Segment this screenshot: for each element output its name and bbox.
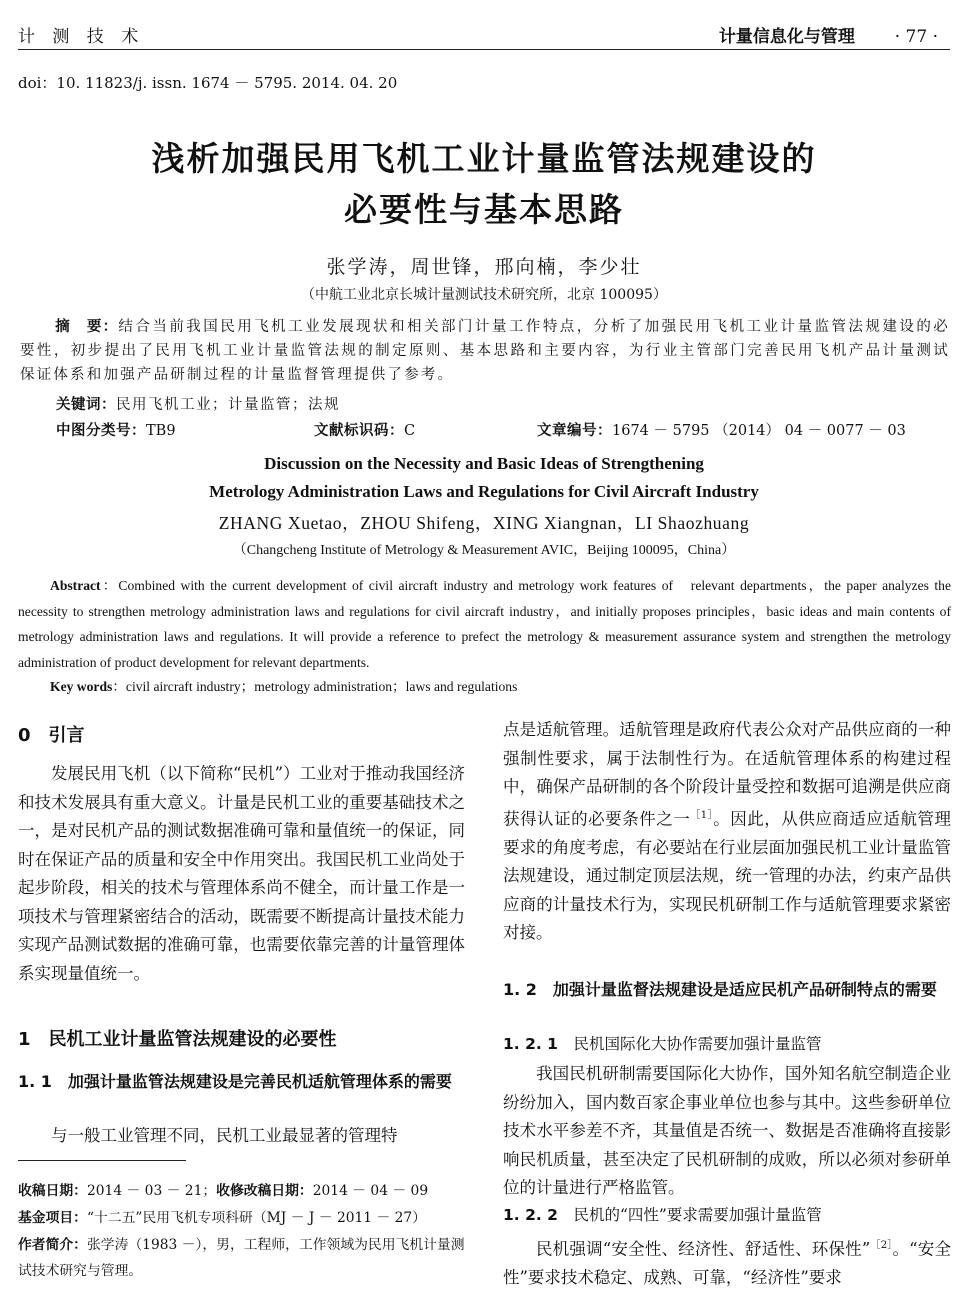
title-line-1: 浅析加强民用飞机工业计量监管法规建设的 [151,139,817,178]
doc-code: 文献标识码：C [314,423,416,439]
footnote-bio: 作者简介：张学涛（1983 －），男，工程师，工作领域为民用飞机计量测试技术研究与管理。 [18,1237,465,1279]
keywords-label: 关键词： [56,397,116,413]
journal-name: 计量信息化与管理 [718,27,855,47]
s122-paragraph: 民机强调“安全性、经济性、舒适性、环保性”$^{[2]}$。“安全性”要求技术稳定、成熟、可靠，“经济性”要求 [503,1239,951,1287]
keywords-text: 民用飞机工业；计量监管；法规 [116,397,340,413]
footnote-dates: 收稿日期：2014 － 03 － 21；收修改稿日期：2014 － 04 － 09 [18,1183,429,1199]
citation-1: ［1］ [690,809,714,821]
right-s121 [503,1060,951,1203]
journal-section: 计 测 技 术 [18,27,145,47]
section-0-heading: 0 引言 [18,725,85,746]
right-s122 [503,1232,951,1293]
affiliation: （中航工业北京长城计量测试技术研究所，北京 100095） [301,287,667,303]
footnote-rule [18,1160,186,1161]
intro-paragraph: 发展民用飞机（以下简称“民机”）工业对于推动我国经济和技术发展具有重大意义。计量是民机工业的重要基础技术之一，是对民机产品的测试数据准确可靠和量值统一的保证，同时在保证产品的质量和安全中作用突出。我国民机工业尚处于起步阶段，相关的技术与管理体系尚不健全，而计量工作是一项技术与管理紧密结合的活动，既需要不断提高计量技术能力实现产品测试数据的准确可靠，也需要依靠完善的计量管理体系实现量值统一。 [18,764,465,983]
english-abstract: Abstract：Combined with the current development of civil aircraft industry and metrology work features of relevant departments，the paper analyzes the necessity to strengthen metrology administration laws and regulations for civil aircraft industry，and initially proposes principles，basic ideas and main contents of metrology administration laws and regulations. It will provide a reference to prefect the metrology & measurement assurance system and strengthen the metrology administration of product development for relevant departments. [18,578,951,670]
doi: doi：10. 11823/j. issn. 1674 － 5795. 2014. 04. 20 [18,74,398,92]
s11-paragraph: 与一般工业管理不同，民机工业最显著的管理特 [51,1126,398,1145]
header-rule [18,49,950,50]
english-title-2: Metrology Administration Laws and Regulations for Civil Aircraft Industry [209,482,759,501]
english-keywords: Key words：civil aircraft industry；metrology administration；laws and regulations [50,679,518,694]
footnote-fund: 基金项目：“十二五”民用飞机专项科研（MJ － J － 2011 － 27） [18,1210,427,1226]
s121-paragraph: 我国民机研制需要国际化大协作，国外知名航空制造企业纷纷加入，国内数百家企事业单位也参与其中。这些参研单位技术水平参差不齐，其量值是否统一、数据是否准确将直接影响民机质量，甚至决定了民机研制的成败，所以必须对参研单位的计量进行严格监管。 [503,1064,951,1197]
article-number: 文章编号：1674 － 5795 （2014） 04 － 0077 － 03 [537,423,906,439]
english-affiliation: （Changcheng Institute of Metrology & Measurement AVIC，Beijing 100095，China） [232,543,736,558]
section-1-2-2-heading: 1. 2. 2 民机的“四性”要求需要加强计量监管 [503,1206,822,1224]
section-1-1-heading: 1. 1 加强计量监管法规建设是完善民机适航管理体系的需要 [18,1072,452,1091]
page-number: · 77 · [894,27,938,47]
section-1-2-1-heading: 1. 2. 1 民机国际化大协作需要加强计量监管 [503,1035,822,1053]
english-authors: ZHANG Xuetao，ZHOU Shifeng，XING Xiangnan，LI Shaozhuang [218,513,750,533]
authors: 张学涛，周世锋，邢向楠，李少壮 [326,256,642,278]
clc-number: 中图分类号：TB9 [56,423,176,439]
title-line-2: 必要性与基本思路 [344,190,624,229]
english-abstract-label: Abstract [50,578,101,593]
section-1-heading: 1 民机工业计量监管法规建设的必要性 [18,1029,337,1050]
right-cont [503,716,951,948]
keywords-cn [56,393,340,414]
s11-continued: 点是适航管理。适航管理是政府代表公众对产品供应商的一种强制性要求，属于法制性行为。在适航管理体系的构建过程中，确保产品研制的各个阶段计量受控和数据可追溯是供应商获得认证的必要条件之一$^{[1]}$。因此，从供应商适应适航管理要求的角度考虑，有必要站在行业层面加强民机工业计量监管法规建设，通过制定顶层法规，统一管理的办法，约束产品供应商的计量技术行为，实现民机研制工作与适航管理要求紧密对接。 [503,720,952,942]
citation-2: ［2］ [870,1240,893,1251]
section-1-2-heading: 1. 2 加强计量监督法规建设是适应民机产品研制特点的需要 [503,980,937,999]
left-intro [18,760,465,988]
abstract-text: 结合当前我国民用飞机工业发展现状和相关部门计量工作特点，分析了加强民用飞机工业计量监管法规建设的必要性，初步提出了民用飞机工业计量监管法规的制定原则、基本思路和主要内容，为行业主管部门完善民用飞机产品计量测试保证体系和加强产品研制过程的计量监督管理提供了参考。 [20,319,951,383]
running-header [719,22,938,47]
english-title-1: Discussion on the Necessity and Basic Ideas of Strengthening [264,454,704,473]
left-s11 [18,1122,468,1151]
abstract-cn [20,315,950,387]
abstract-label: 摘 要： [55,319,119,335]
